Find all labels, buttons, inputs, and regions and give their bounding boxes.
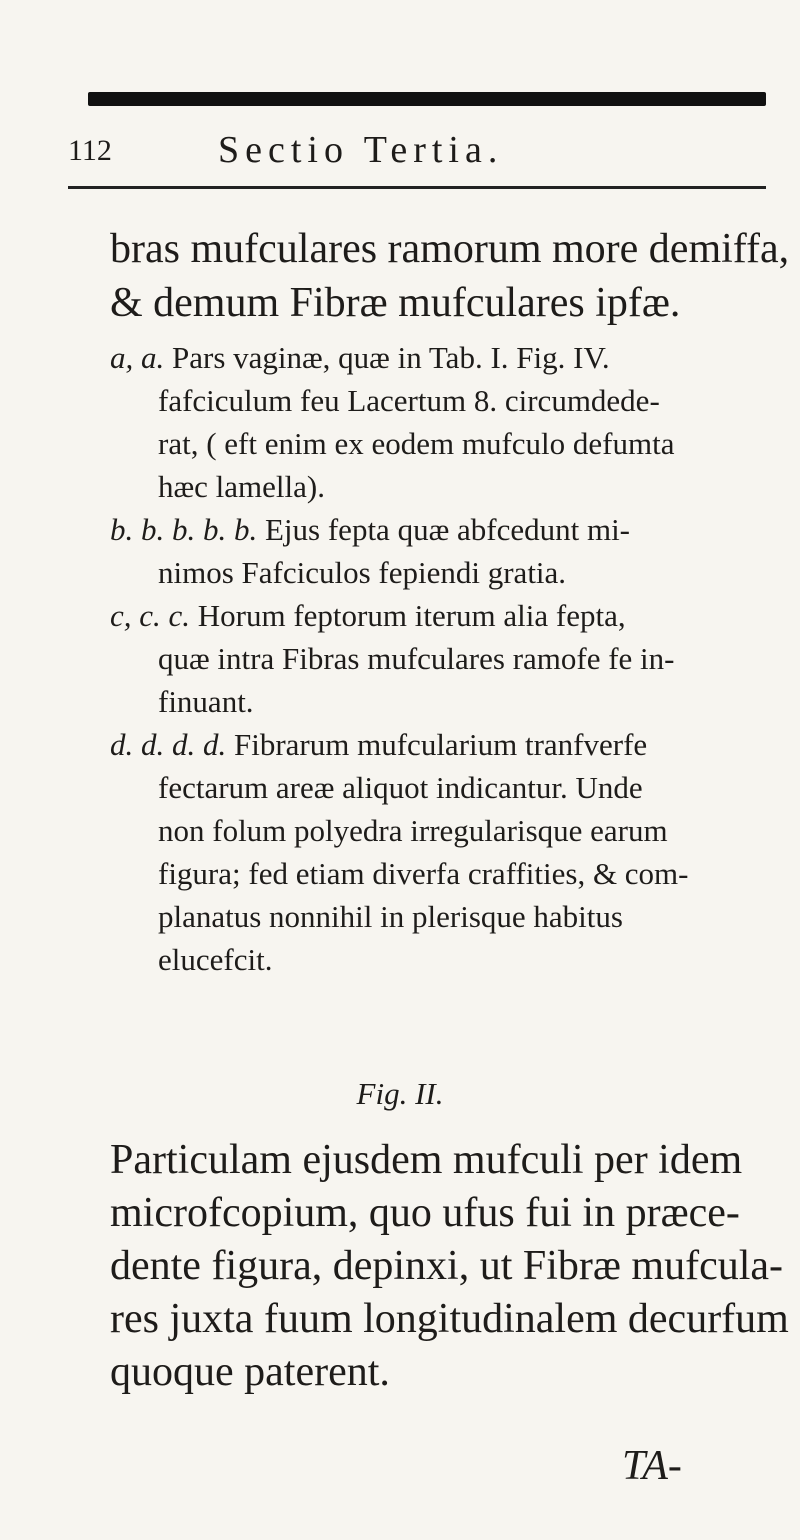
closing-paragraph	[110, 1134, 789, 1399]
legend-line: fafciculum feu Lacertum 8. circumdede-	[158, 383, 660, 418]
legend-key: a, a.	[110, 340, 165, 375]
legend-note-b	[110, 508, 770, 594]
legend-line: b. b. b. b. b. Ejus fepta quæ abfcedunt mi-	[110, 512, 631, 547]
text-line: bras mufculares ramorum more demiffa,	[110, 226, 790, 272]
text-line: & demum Fibræ mufculares ipfæ.	[110, 280, 681, 326]
legend-notes	[110, 336, 770, 981]
top-rule	[88, 92, 766, 106]
running-title: Sectio Tertia.	[218, 129, 504, 171]
text-line: res juxta fuum longitudinalem decurfum	[110, 1296, 789, 1342]
figure-label: Fig. II.	[356, 1076, 444, 1111]
legend-note-a	[110, 336, 770, 508]
intro-paragraph	[110, 222, 790, 330]
catchword: TA-	[622, 1443, 682, 1489]
legend-note-c	[110, 594, 770, 723]
text-line: Particulam ejusdem mufculi per idem	[110, 1137, 743, 1183]
legend-line: planatus nonnihil in plerisque habitus	[158, 899, 623, 934]
legend-line: c, c. c. Horum feptorum iterum alia fepta,	[110, 598, 626, 633]
legend-line: figura; fed etiam diverfa craffities, & com-	[158, 856, 689, 891]
legend-line: rat, ( eft enim ex eodem mufculo defumta	[158, 426, 675, 461]
legend-line: nimos Fafciculos fepiendi gratia.	[158, 555, 567, 590]
header-rule	[68, 186, 766, 189]
legend-line: a, a. Pars vaginæ, quæ in Tab. I. Fig. IV.	[110, 340, 610, 375]
page-number: 112	[68, 134, 112, 167]
legend-note-d	[110, 723, 770, 981]
legend-line: non folum polyedra irregularisque earum	[158, 813, 668, 848]
legend-line: d. d. d. d. Fibrarum mufcularium tranfverfe	[110, 727, 648, 762]
legend-key: c, c. c.	[110, 598, 191, 633]
legend-line: quæ intra Fibras mufculares ramofe fe in-	[158, 641, 675, 676]
legend-key: b. b. b. b. b.	[110, 512, 258, 547]
page-header	[68, 128, 768, 178]
legend-line: hæc lamella).	[158, 469, 325, 504]
text-line: dente figura, depinxi, ut Fibræ mufcula-	[110, 1243, 784, 1289]
text-line: quoque paterent.	[110, 1349, 390, 1395]
legend-line: fectarum areæ aliquot indicantur. Unde	[158, 770, 643, 805]
legend-key: d. d. d. d.	[110, 727, 227, 762]
legend-line: elucefcit.	[158, 942, 273, 977]
legend-line: finuant.	[158, 684, 254, 719]
text-line: microfcopium, quo ufus fui in præce-	[110, 1190, 740, 1236]
